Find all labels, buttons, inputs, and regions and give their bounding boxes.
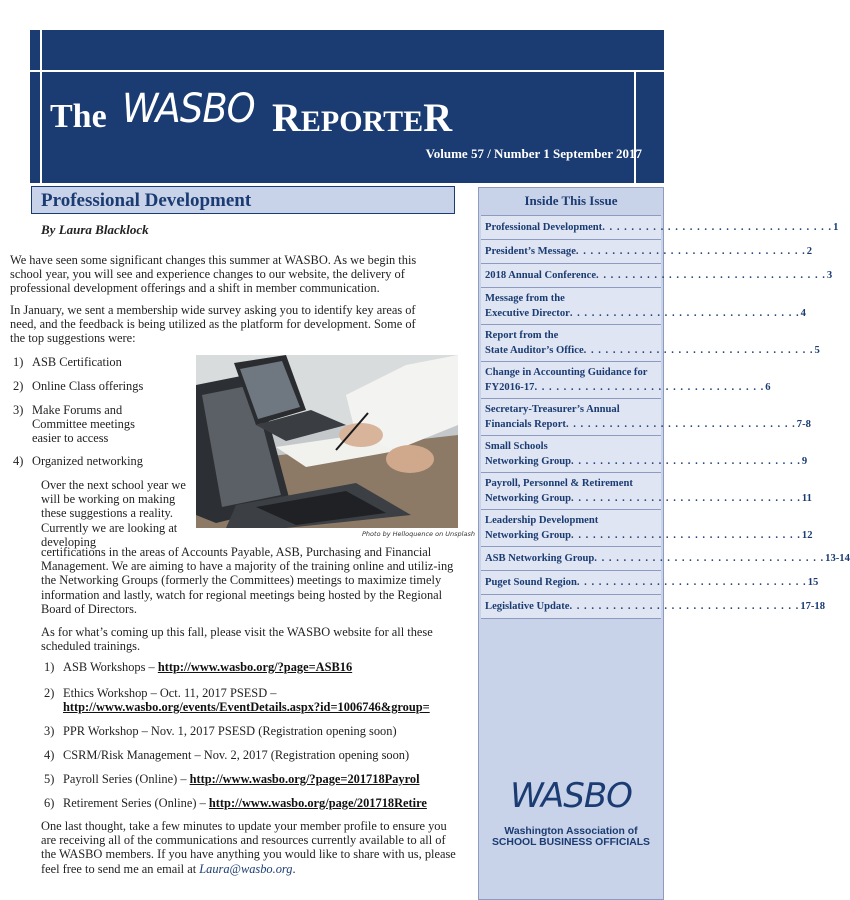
training-link[interactable]: http://www.wasbo.org/?page=201718Payrol	[189, 772, 420, 786]
training-link[interactable]: http://www.wasbo.org/events/EventDetails.aspx?id=1006746&group=	[63, 700, 430, 715]
training-link[interactable]: http://www.wasbo.org/?page=ASB16	[157, 660, 353, 674]
main-article	[31, 186, 461, 238]
masthead-rule	[40, 30, 42, 183]
paragraph: We have seen some significant changes this summer at WASBO. As we begin this school year, you will see and experience changes to our website, the delivery of professional development offerings and a shift in member communication.	[10, 253, 417, 296]
paragraph-wrap: Over the next school year we will be working on making these suggestions a reality. Currently we are looking at developing	[41, 478, 186, 549]
masthead-rule	[30, 70, 664, 72]
photo-credit: Photo by Helloquence on Unsplash	[362, 530, 475, 538]
toc-item[interactable]: Professional Development . . . . . . . . . . . . . . . . . . . . . . . . . . . . . . . . 1	[481, 215, 661, 240]
toc-item[interactable]: Payroll, Personnel & Retirement Networking Group . . . . . . . . . . . . . . . . . . . . . . . . . . . . . . . . 11	[481, 472, 661, 510]
article-title: Professional Development	[31, 186, 455, 214]
title-the: The	[50, 98, 107, 135]
toc-item[interactable]: Leadership Development Networking Group . . . . . . . . . . . . . . . . . . . . . . . . . . . . . . . . 12	[481, 509, 661, 547]
toc-item[interactable]: Puget Sound Region . . . . . . . . . . . . . . . . . . . . . . . . . . . . . . . . 15	[481, 570, 661, 595]
toc-item[interactable]: ASB Networking Group . . . . . . . . . . . . . . . . . . . . . . . . . . . . . . . . 13-14	[481, 546, 661, 571]
toc-item[interactable]: Message from the Executive Director . . . . . . . . . . . . . . . . . . . . . . . . . . . . . . . . 4	[481, 287, 661, 325]
toc-item[interactable]: 2018 Annual Conference . . . . . . . . . . . . . . . . . . . . . . . . . . . . . . . . 3	[481, 263, 661, 288]
toc-item[interactable]: Secretary-Treasurer’s Annual Financials Report . . . . . . . . . . . . . . . . . . . . . . . . . . . . . . . . 7-8	[481, 398, 661, 436]
paragraph: One last thought, take a few minutes to update your member profile to ensure you are receiving all of the communications and resources currently available to all of the WASBO members. If you have anything you would like to share with us, please feel free to send me an email at Laura@wasbo.org.	[41, 819, 456, 876]
title-reporter: REPORTER	[272, 95, 453, 140]
toc-item[interactable]: Report from the State Auditor’s Office . . . . . . . . . . . . . . . . . . . . . . . . . . . . . . . . 5	[481, 324, 661, 362]
toc-item[interactable]: President’s Message . . . . . . . . . . . . . . . . . . . . . . . . . . . . . . . . 2	[481, 239, 661, 264]
org-name: Washington Association of	[504, 826, 638, 837]
byline: By Laura Blacklock	[41, 222, 149, 237]
email-link[interactable]: Laura@wasbo.org	[199, 861, 293, 876]
toc-item[interactable]: Small Schools Networking Group . . . . . . . . . . . . . . . . . . . . . . . . . . . . . . . . 9	[481, 435, 661, 473]
paragraph: As for what’s coming up this fall, please visit the WASBO website for all these scheduled trainings.	[41, 625, 433, 654]
training-link[interactable]: http://www.wasbo.org/page/201718Retire	[208, 796, 427, 810]
paragraph: certifications in the areas of Accounts Payable, ASB, Purchasing and Financial Management. We are aiming to have a majority of the training online and utiliz-ing the Networking Groups (formerly the Committees) meetings to maximize timely information and lastly, watch for regional meetings being hosted by the Regional Board of Directors.	[41, 545, 454, 616]
inside-this-issue-panel	[478, 187, 850, 900]
sidebar-heading: Inside This Issue	[524, 193, 618, 208]
toc-item[interactable]: Change in Accounting Guidance for FY2016-17 . . . . . . . . . . . . . . . . . . . . . . . . . . . . . . . . 6	[481, 361, 661, 399]
masthead-rule	[634, 72, 636, 183]
org-name: SCHOOL BUSINESS OFFICIALS	[492, 837, 650, 848]
title-wasbo-logo: WASBO	[122, 86, 255, 132]
wasbo-logo-block	[479, 776, 663, 848]
masthead	[30, 30, 664, 183]
article-photo	[196, 355, 458, 528]
toc-item[interactable]: Legislative Update . . . . . . . . . . . . . . . . . . . . . . . . . . . . . . . . 17-18	[481, 594, 661, 619]
paragraph: In January, we sent a membership wide survey asking you to identify key areas of need, and the feedback is being utilized as the platform for development. Some of the top suggestions were:	[10, 303, 416, 346]
laptop-desk-image	[196, 355, 458, 528]
issue-volume: Volume 57 / Number 1 September 2017	[425, 146, 642, 161]
wasbo-logo: WASBO	[510, 776, 632, 816]
